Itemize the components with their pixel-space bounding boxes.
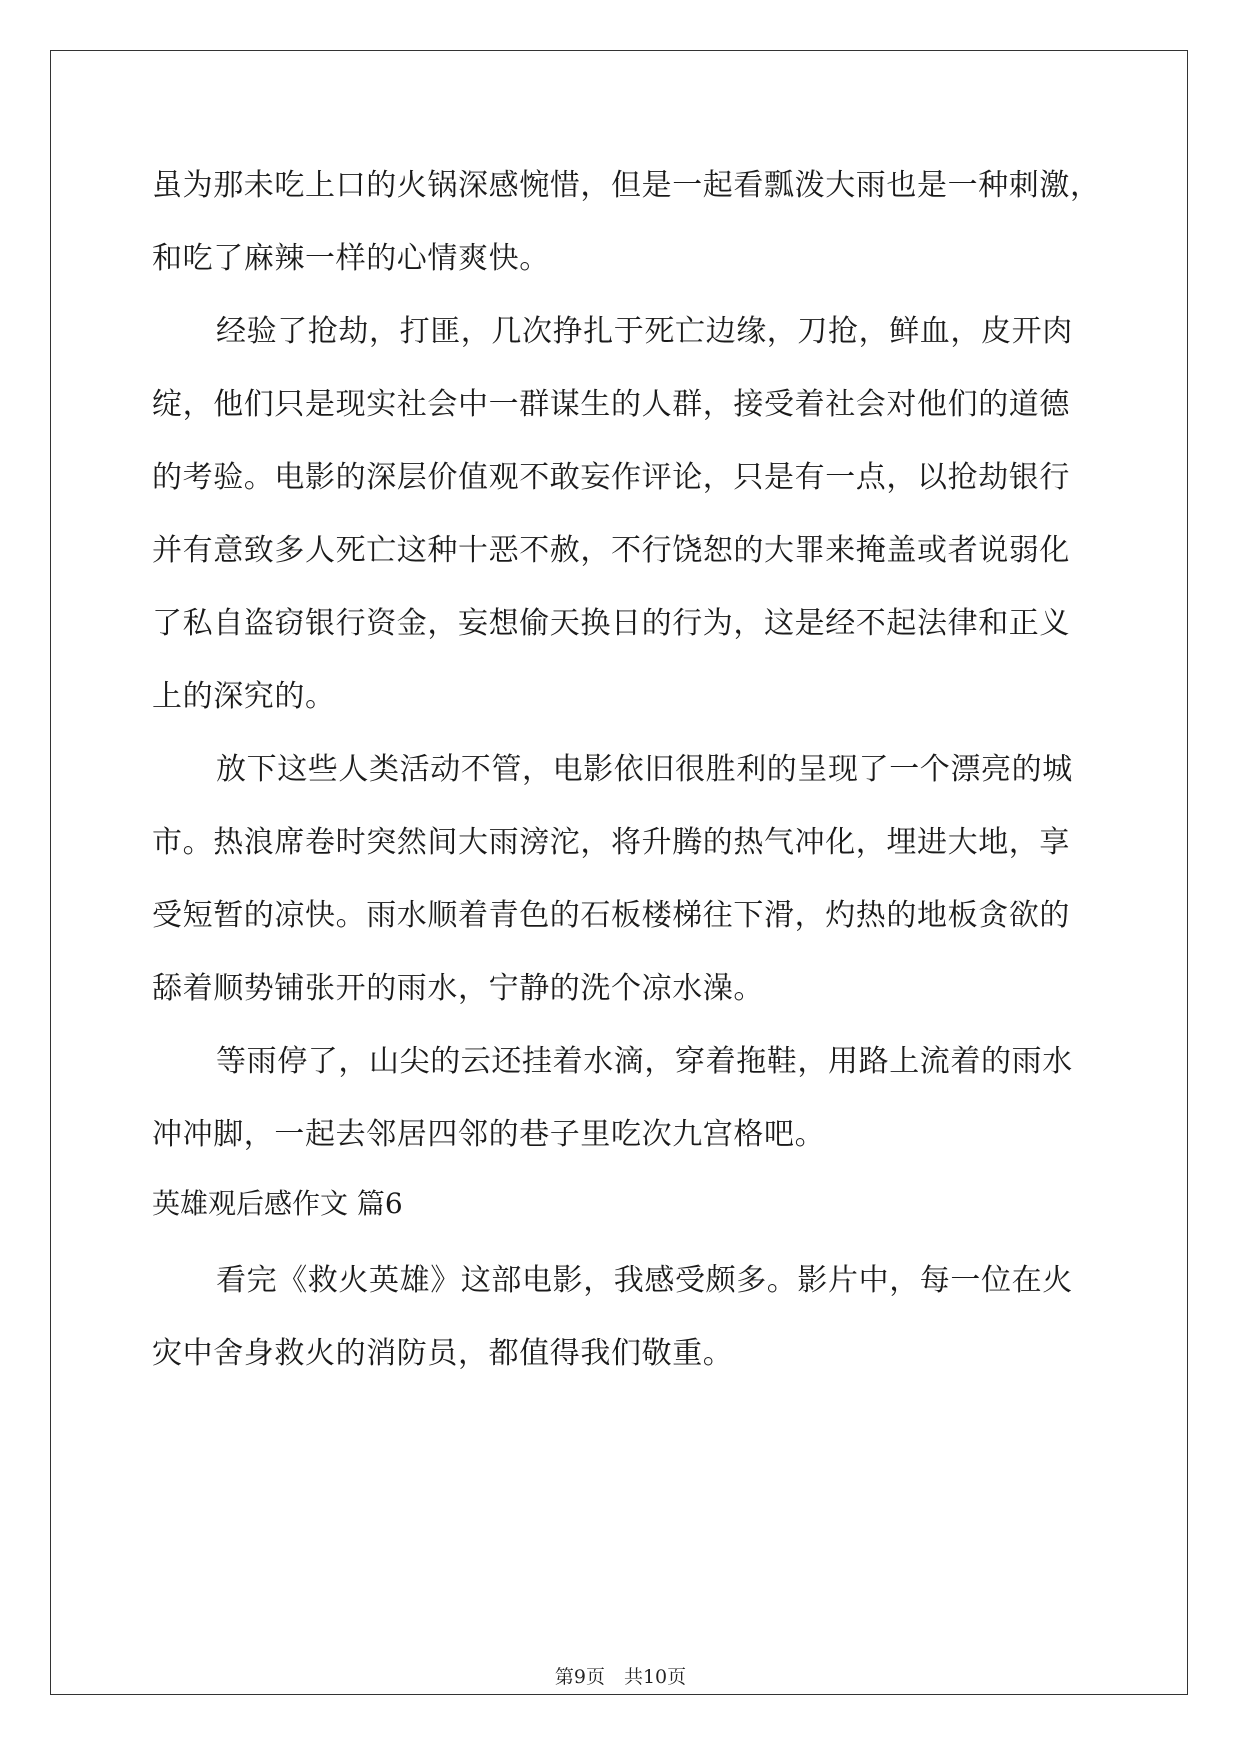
paragraph-line: 的考验。电影的深层价值观不敢妄作评论，只是有一点，以抢劫银行 (152, 460, 1070, 495)
paragraph-line: 了私自盗窃银行资金，妄想偷天换日的行为，这是经不起法律和正义 (152, 606, 1070, 641)
paragraph-line: 并有意致多人死亡这种十恶不赦，不行饶恕的大罪来掩盖或者说弱化 (152, 533, 1070, 568)
section-heading: 英雄观后感作文 篇6 (152, 1187, 403, 1220)
page-border (50, 50, 1188, 1695)
paragraph-line: 受短暂的凉快。雨水顺着青色的石板楼梯往下滑，灼热的地板贪欲的 (152, 898, 1070, 933)
paragraph-line: 上的深究的。 (152, 679, 336, 714)
paragraph-line: 绽，他们只是现实社会中一群谋生的人群，接受着社会对他们的道德 (152, 387, 1070, 422)
paragraph-line: 等雨停了，山尖的云还挂着水滴，穿着拖鞋，用路上流着的雨水 (216, 1044, 1073, 1079)
paragraph-line: 和吃了麻辣一样的心情爽快。 (152, 241, 550, 276)
paragraph-line: 虽为那未吃上口的火锅深感惋惜，但是一起看瓢泼大雨也是一种刺激， (152, 168, 1101, 203)
paragraph-line: 市。热浪席卷时突然间大雨滂沱，将升腾的热气冲化，埋进大地，享 (152, 825, 1070, 860)
paragraph-line: 经验了抢劫，打匪，几次挣扎于死亡边缘，刀抢，鲜血，皮开肉 (216, 314, 1073, 349)
paragraph-line: 放下这些人类活动不管，电影依旧很胜利的呈现了一个漂亮的城 (216, 752, 1073, 787)
paragraph-line: 灾中舍身救火的消防员，都值得我们敬重。 (152, 1336, 734, 1371)
paragraph-line: 看完《救火英雄》这部电影，我感受颇多。影片中，每一位在火 (216, 1263, 1073, 1298)
paragraph-line: 舔着顺势铺张开的雨水，宁静的洗个凉水澡。 (152, 971, 764, 1006)
paragraph-line: 冲冲脚，一起去邻居四邻的巷子里吃次九宫格吧。 (152, 1117, 826, 1152)
page-number-footer: 第9页 共10页 (554, 1666, 687, 1688)
